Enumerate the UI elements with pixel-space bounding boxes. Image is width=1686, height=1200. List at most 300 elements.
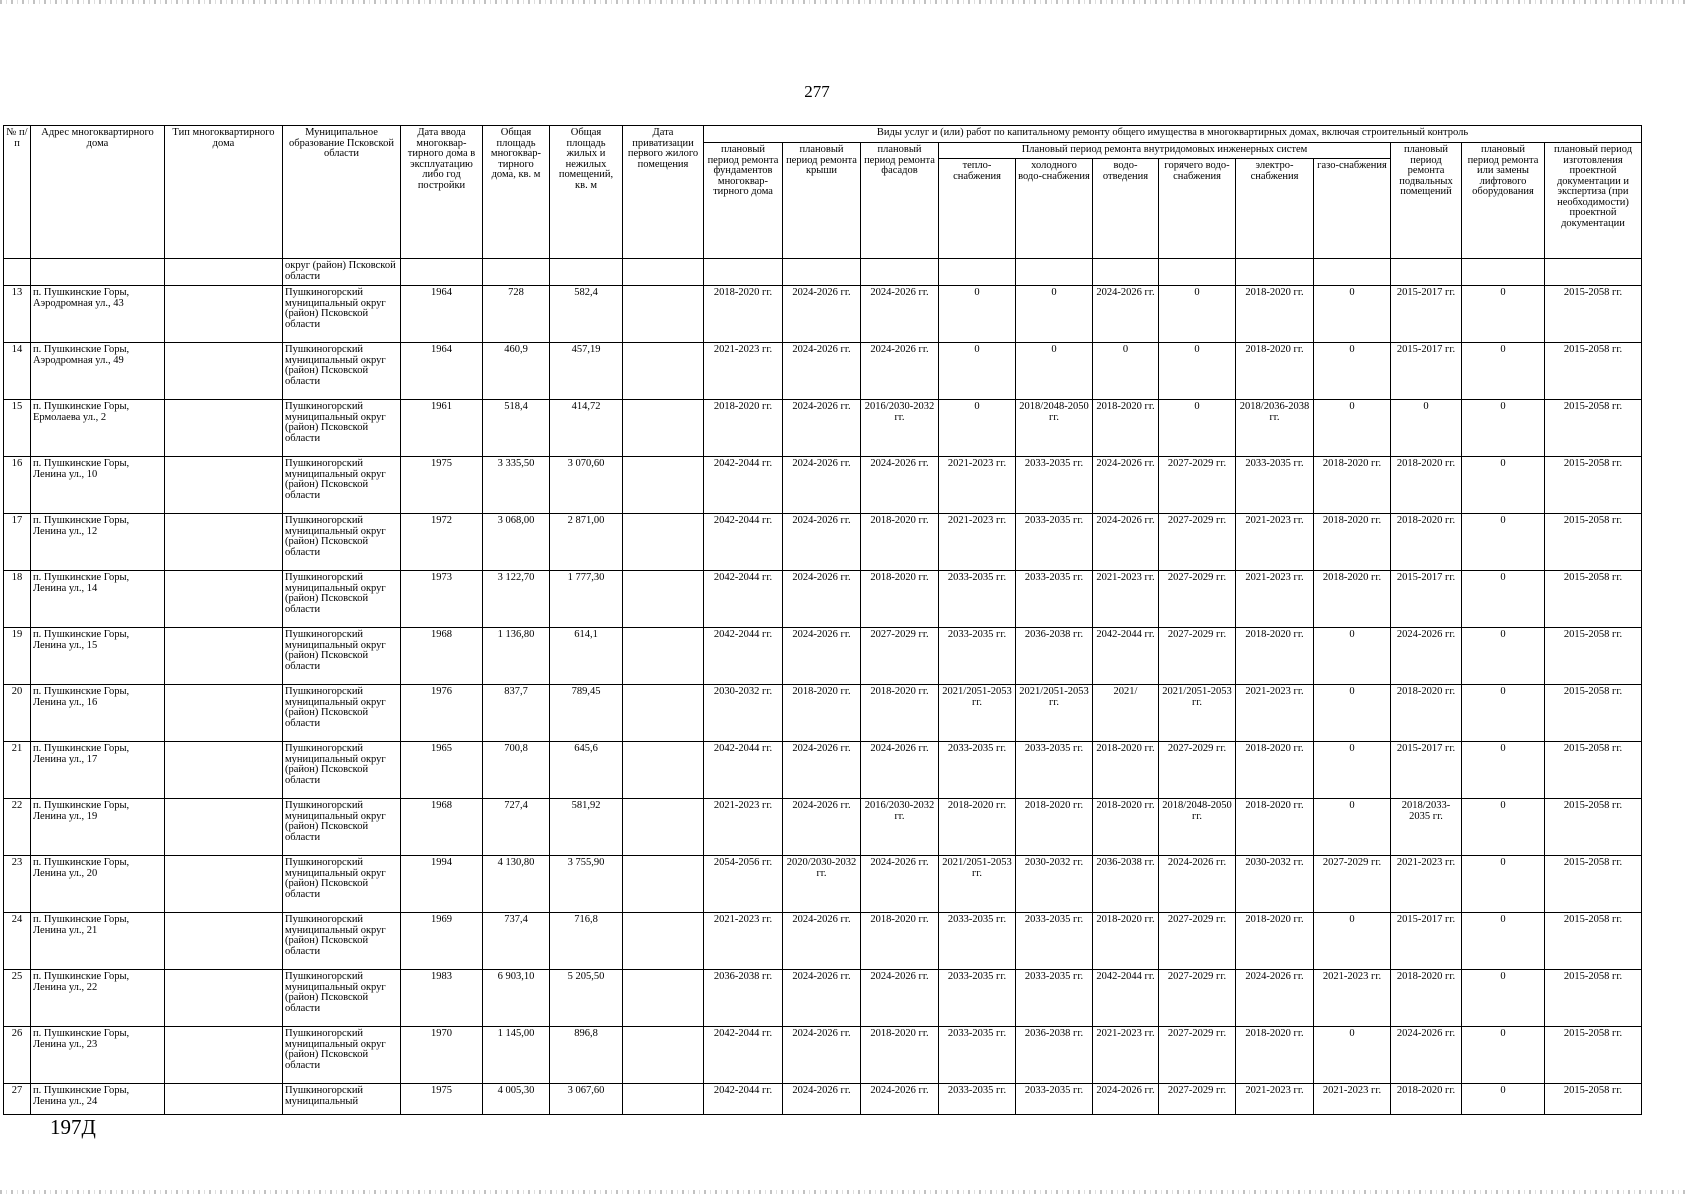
cell-house-type [165, 799, 283, 856]
cell-electricity: 2018-2020 гг. [1236, 913, 1314, 970]
cell-basement: 2018-2020 гг. [1391, 970, 1462, 1027]
cell-hot-water: 0 [1159, 400, 1236, 457]
cell-municipality: Пушкиногорский муниципальный округ (район) Псковской области [283, 856, 401, 913]
cell-gas: 0 [1314, 799, 1391, 856]
cell-design-docs: 2015-2058 гг. [1545, 685, 1642, 742]
cell-address: п. Пушкинские Горы, Ленина ул., 17 [31, 742, 165, 799]
cell-cold-water: 2033-2035 гг. [1016, 457, 1093, 514]
cell-roof: 2024-2026 гг. [783, 514, 861, 571]
cell-commission-year: 1976 [401, 685, 483, 742]
cell-heating: 0 [939, 400, 1016, 457]
cell-house-type [165, 514, 283, 571]
header-facade: плановый период ремонта фасадов [861, 143, 939, 259]
cell-hot-water: 2027-2029 гг. [1159, 514, 1236, 571]
cell-municipality: Пушкиногорский муниципальный округ (район) Псковской области [283, 400, 401, 457]
cell-facade: 2018-2020 гг. [861, 913, 939, 970]
cell-gas: 2021-2023 гг. [1314, 1084, 1391, 1115]
cell-electricity: 2024-2026 гг. [1236, 970, 1314, 1027]
document-code: 197Д [50, 1115, 96, 1139]
cell-municipality: Пушкиногорский муниципальный [283, 1084, 401, 1115]
cell-elevator: 0 [1462, 742, 1545, 799]
cell-basement: 2018-2020 гг. [1391, 514, 1462, 571]
cell-electricity: 2018/2036-2038 гг. [1236, 400, 1314, 457]
cell-elevator: 0 [1462, 514, 1545, 571]
header-systems-group: Плановый период ремонта внутридомовых инженерных систем [939, 143, 1391, 159]
cell-roof: 2024-2026 гг. [783, 1027, 861, 1084]
cell-privatization-date [623, 742, 704, 799]
cell-house-type [165, 685, 283, 742]
cell-heating: 2021-2023 гг. [939, 514, 1016, 571]
cell-basement: 2015-2017 гг. [1391, 742, 1462, 799]
cell-residential-area: 3 070,60 [550, 457, 623, 514]
cell-total-area: 837,7 [483, 685, 550, 742]
cell-heating: 2021/2051-2053 гг. [939, 856, 1016, 913]
cell-municipality: Пушкиногорский муниципальный округ (район) Псковской области [283, 742, 401, 799]
cell-address: п. Пушкинские Горы, Ленина ул., 21 [31, 913, 165, 970]
cell-municipality: Пушкиногорский муниципальный округ (район) Псковской области [283, 514, 401, 571]
cell-sewerage: 2024-2026 гг. [1093, 1084, 1159, 1115]
table-row-continued [4, 259, 1642, 286]
cell-roof: 2024-2026 гг. [783, 799, 861, 856]
cell-basement: 2018-2020 гг. [1391, 1084, 1462, 1115]
cell-design-docs: 2015-2058 гг. [1545, 799, 1642, 856]
header-electricity: электро-снабжения [1236, 159, 1314, 259]
cell-house-type [165, 913, 283, 970]
cell-heating: 2021/2051-2053 гг. [939, 685, 1016, 742]
cell-elevator: 0 [1462, 685, 1545, 742]
cell-total-area: 727,4 [483, 799, 550, 856]
cell-municipality: Пушкиногорский муниципальный округ (район) Псковской области [283, 970, 401, 1027]
cell-foundation: 2042-2044 гг. [704, 457, 783, 514]
cell-house-type [165, 400, 283, 457]
cell-basement: 2018-2020 гг. [1391, 685, 1462, 742]
cell-house-type [165, 1027, 283, 1084]
cell-sewerage: 2024-2026 гг. [1093, 286, 1159, 343]
cell-num: 24 [4, 913, 31, 970]
cell-commission-year: 1994 [401, 856, 483, 913]
cell-address: п. Пушкинские Горы, Ленина ул., 23 [31, 1027, 165, 1084]
cell-address: п. Пушкинские Горы, Ленина ул., 15 [31, 628, 165, 685]
cell-total-area: 518,4 [483, 400, 550, 457]
cell-heating: 2033-2035 гг. [939, 742, 1016, 799]
cell-heating: 2033-2035 гг. [939, 970, 1016, 1027]
cell-num: 22 [4, 799, 31, 856]
cell-facade: 2024-2026 гг. [861, 286, 939, 343]
cell-roof: 2018-2020 гг. [783, 685, 861, 742]
cell-gas: 0 [1314, 742, 1391, 799]
cell-foundation: 2042-2044 гг. [704, 1027, 783, 1084]
cell-roof: 2024-2026 гг. [783, 913, 861, 970]
cell-address: п. Пушкинские Горы, Ленина ул., 19 [31, 799, 165, 856]
cell-heating: 0 [939, 343, 1016, 400]
cell-commission-year: 1975 [401, 457, 483, 514]
cell-total-area: 737,4 [483, 913, 550, 970]
cell-residential-area: 3 755,90 [550, 856, 623, 913]
cell-num: 23 [4, 856, 31, 913]
cell-elevator: 0 [1462, 286, 1545, 343]
cell-privatization-date [623, 571, 704, 628]
cell-residential-area: 1 777,30 [550, 571, 623, 628]
cell-basement: 2024-2026 гг. [1391, 1027, 1462, 1084]
cell-sewerage: 2021/ [1093, 685, 1159, 742]
header-basement: плановый период ремонта подвальных помещений [1391, 143, 1462, 259]
capital-repair-table [3, 125, 1642, 1115]
cell-foundation: 2021-2023 гг. [704, 343, 783, 400]
cell-elevator: 0 [1462, 799, 1545, 856]
cell-elevator: 0 [1462, 970, 1545, 1027]
cell-residential-area: 3 067,60 [550, 1084, 623, 1115]
cell-num: 16 [4, 457, 31, 514]
cell-elevator: 0 [1462, 400, 1545, 457]
cell-roof: 2024-2026 гг. [783, 742, 861, 799]
cell-address: п. Пушкинские Горы, Ленина ул., 24 [31, 1084, 165, 1115]
cell-municipality: округ (район) Псковской области [283, 259, 401, 286]
cell-num: 25 [4, 970, 31, 1027]
cell-residential-area: 457,19 [550, 343, 623, 400]
cell-privatization-date [623, 970, 704, 1027]
header-elevator: плановый период ремонта или замены лифтового оборудования [1462, 143, 1545, 259]
cell-cold-water: 2036-2038 гг. [1016, 628, 1093, 685]
cell-commission-year: 1964 [401, 343, 483, 400]
cell-house-type [165, 1084, 283, 1115]
table-row [4, 457, 1642, 514]
cell-num: 17 [4, 514, 31, 571]
cell-cold-water: 2033-2035 гг. [1016, 571, 1093, 628]
cell-heating: 2021-2023 гг. [939, 457, 1016, 514]
header-total-area: Общая площадь многоквар-тирного дома, кв. м [483, 126, 550, 259]
header-num: № п/п [4, 126, 31, 259]
header-sewerage: водо-отведения [1093, 159, 1159, 259]
cell-hot-water: 2027-2029 гг. [1159, 457, 1236, 514]
cell-foundation: 2042-2044 гг. [704, 742, 783, 799]
header-works-group: Виды услуг и (или) работ по капитальному ремонту общего имущества в многоквартирных домах, включая строительный контроль [704, 126, 1642, 143]
cell-gas: 0 [1314, 1027, 1391, 1084]
cell-facade: 2024-2026 гг. [861, 343, 939, 400]
cell-total-area: 460,9 [483, 343, 550, 400]
cell-facade: 2018-2020 гг. [861, 514, 939, 571]
cell-total-area: 4 130,80 [483, 856, 550, 913]
cell-cold-water: 0 [1016, 343, 1093, 400]
cell-commission-year: 1968 [401, 799, 483, 856]
cell-privatization-date [623, 1084, 704, 1115]
cell-municipality: Пушкиногорский муниципальный округ (район) Псковской области [283, 343, 401, 400]
cell-facade: 2018-2020 гг. [861, 1027, 939, 1084]
cell-commission-year: 1983 [401, 970, 483, 1027]
cell-house-type [165, 343, 283, 400]
cell-hot-water: 2027-2029 гг. [1159, 913, 1236, 970]
cell-privatization-date [623, 1027, 704, 1084]
cell-num: 14 [4, 343, 31, 400]
cell-design-docs: 2015-2058 гг. [1545, 286, 1642, 343]
cell-hot-water: 2021/2051-2053 гг. [1159, 685, 1236, 742]
cell-cold-water: 2033-2035 гг. [1016, 1084, 1093, 1115]
cell-design-docs: 2015-2058 гг. [1545, 856, 1642, 913]
cell-facade: 2016/2030-2032 гг. [861, 400, 939, 457]
cell-privatization-date [623, 799, 704, 856]
cell-residential-area: 414,72 [550, 400, 623, 457]
cell-privatization-date [623, 856, 704, 913]
cell-hot-water: 2027-2029 гг. [1159, 742, 1236, 799]
scan-edge-top [0, 0, 1686, 4]
cell-num: 18 [4, 571, 31, 628]
header-design-docs: плановый период изготовления проектной документации и экспертиза (при необходимости) проектной документации [1545, 143, 1642, 259]
cell-hot-water: 2027-2029 гг. [1159, 628, 1236, 685]
cell-residential-area: 614,1 [550, 628, 623, 685]
cell-gas: 0 [1314, 685, 1391, 742]
cell-basement: 2015-2017 гг. [1391, 286, 1462, 343]
header-residential-area: Общая площадь жилых и нежилых помещений, кв. м [550, 126, 623, 259]
cell-residential-area: 582,4 [550, 286, 623, 343]
cell-municipality: Пушкиногорский муниципальный округ (район) Псковской области [283, 286, 401, 343]
cell-foundation: 2042-2044 гг. [704, 628, 783, 685]
cell-heating: 0 [939, 286, 1016, 343]
cell-address: п. Пушкинские Горы, Ленина ул., 16 [31, 685, 165, 742]
header-roof: плановый период ремонта крыши [783, 143, 861, 259]
cell-gas: 2027-2029 гг. [1314, 856, 1391, 913]
cell-sewerage: 2024-2026 гг. [1093, 514, 1159, 571]
cell-basement: 2021-2023 гг. [1391, 856, 1462, 913]
cell-hot-water: 2027-2029 гг. [1159, 571, 1236, 628]
cell-design-docs: 2015-2058 гг. [1545, 913, 1642, 970]
cell-facade: 2016/2030-2032 гг. [861, 799, 939, 856]
cell-privatization-date [623, 400, 704, 457]
cell-heating: 2033-2035 гг. [939, 913, 1016, 970]
cell-foundation: 2021-2023 гг. [704, 799, 783, 856]
cell-commission-year: 1975 [401, 1084, 483, 1115]
cell-total-area: 700,8 [483, 742, 550, 799]
header-gas: газо-снабжения [1314, 159, 1391, 259]
cell-basement: 2015-2017 гг. [1391, 343, 1462, 400]
cell-facade: 2024-2026 гг. [861, 1084, 939, 1115]
cell-address: п. Пушкинские Горы, Ленина ул., 10 [31, 457, 165, 514]
cell-privatization-date [623, 343, 704, 400]
cell-num: 27 [4, 1084, 31, 1115]
cell-electricity: 2018-2020 гг. [1236, 799, 1314, 856]
cell-heating: 2033-2035 гг. [939, 571, 1016, 628]
cell-facade: 2024-2026 гг. [861, 742, 939, 799]
cell-design-docs: 2015-2058 гг. [1545, 742, 1642, 799]
cell-hot-water: 2018/2048-2050 гг. [1159, 799, 1236, 856]
cell-heating: 2033-2035 гг. [939, 1027, 1016, 1084]
cell-total-area: 3 068,00 [483, 514, 550, 571]
cell-house-type [165, 571, 283, 628]
cell-cold-water: 2018/2048-2050 гг. [1016, 400, 1093, 457]
table-row [4, 799, 1642, 856]
cell-cold-water: 2033-2035 гг. [1016, 742, 1093, 799]
cell-facade: 2018-2020 гг. [861, 571, 939, 628]
cell-gas: 0 [1314, 343, 1391, 400]
cell-commission-year: 1965 [401, 742, 483, 799]
cell-electricity: 2018-2020 гг. [1236, 343, 1314, 400]
cell-cold-water: 2033-2035 гг. [1016, 970, 1093, 1027]
cell-residential-area: 2 871,00 [550, 514, 623, 571]
cell-electricity: 2030-2032 гг. [1236, 856, 1314, 913]
cell-roof: 2024-2026 гг. [783, 1084, 861, 1115]
cell-address: п. Пушкинские Горы, Ленина ул., 22 [31, 970, 165, 1027]
cell-electricity: 2018-2020 гг. [1236, 286, 1314, 343]
cell-cold-water: 2033-2035 гг. [1016, 913, 1093, 970]
cell-house-type [165, 457, 283, 514]
cell-elevator: 0 [1462, 856, 1545, 913]
page-number: 277 [804, 82, 830, 101]
cell-elevator: 0 [1462, 457, 1545, 514]
cell-sewerage: 2018-2020 гг. [1093, 400, 1159, 457]
cell-residential-area: 581,92 [550, 799, 623, 856]
cell-elevator: 0 [1462, 913, 1545, 970]
cell-design-docs: 2015-2058 гг. [1545, 1084, 1642, 1115]
cell-sewerage: 2018-2020 гг. [1093, 913, 1159, 970]
cell-foundation: 2030-2032 гг. [704, 685, 783, 742]
cell-commission-year: 1970 [401, 1027, 483, 1084]
cell-municipality: Пушкиногорский муниципальный округ (район) Псковской области [283, 1027, 401, 1084]
cell-commission-year: 1968 [401, 628, 483, 685]
cell-total-area: 728 [483, 286, 550, 343]
cell-roof: 2020/2030-2032 гг. [783, 856, 861, 913]
cell-sewerage: 2042-2044 гг. [1093, 970, 1159, 1027]
cell-design-docs: 2015-2058 гг. [1545, 343, 1642, 400]
header-house-type: Тип многоквартирного дома [165, 126, 283, 259]
cell-hot-water: 2027-2029 гг. [1159, 1027, 1236, 1084]
cell-foundation: 2054-2056 гг. [704, 856, 783, 913]
cell-design-docs: 2015-2058 гг. [1545, 457, 1642, 514]
cell-hot-water: 2024-2026 гг. [1159, 856, 1236, 913]
cell-cold-water: 2033-2035 гг. [1016, 514, 1093, 571]
table-row [4, 628, 1642, 685]
cell-basement: 2015-2017 гг. [1391, 913, 1462, 970]
cell-gas: 0 [1314, 286, 1391, 343]
cell-roof: 2024-2026 гг. [783, 400, 861, 457]
cell-electricity: 2021-2023 гг. [1236, 514, 1314, 571]
cell-foundation: 2036-2038 гг. [704, 970, 783, 1027]
cell-gas: 2018-2020 гг. [1314, 514, 1391, 571]
cell-residential-area: 789,45 [550, 685, 623, 742]
cell-total-area: 6 903,10 [483, 970, 550, 1027]
cell-electricity: 2021-2023 гг. [1236, 1084, 1314, 1115]
cell-design-docs: 2015-2058 гг. [1545, 628, 1642, 685]
table-row [4, 913, 1642, 970]
cell-foundation: 2042-2044 гг. [704, 571, 783, 628]
cell-foundation: 2042-2044 гг. [704, 1084, 783, 1115]
cell-privatization-date [623, 913, 704, 970]
cell-elevator: 0 [1462, 1084, 1545, 1115]
cell-privatization-date [623, 514, 704, 571]
cell-facade: 2024-2026 гг. [861, 970, 939, 1027]
cell-gas: 0 [1314, 913, 1391, 970]
cell-municipality: Пушкиногорский муниципальный округ (район) Псковской области [283, 628, 401, 685]
cell-num: 19 [4, 628, 31, 685]
header-address: Адрес многоквартирного дома [31, 126, 165, 259]
cell-sewerage: 2021-2023 гг. [1093, 1027, 1159, 1084]
cell-elevator: 0 [1462, 343, 1545, 400]
cell-sewerage: 2036-2038 гг. [1093, 856, 1159, 913]
cell-foundation: 2042-2044 гг. [704, 514, 783, 571]
cell-heating: 2018-2020 гг. [939, 799, 1016, 856]
cell-gas: 2018-2020 гг. [1314, 457, 1391, 514]
header-heating: тепло-снабжения [939, 159, 1016, 259]
cell-total-area: 1 145,00 [483, 1027, 550, 1084]
cell-commission-year: 1973 [401, 571, 483, 628]
cell-gas: 2021-2023 гг. [1314, 970, 1391, 1027]
cell-hot-water: 0 [1159, 286, 1236, 343]
cell-hot-water: 0 [1159, 343, 1236, 400]
cell-house-type [165, 970, 283, 1027]
header-privatization-date: Дата приватизации первого жилого помещения [623, 126, 704, 259]
cell-design-docs: 2015-2058 гг. [1545, 1027, 1642, 1084]
cell-roof: 2024-2026 гг. [783, 457, 861, 514]
cell-total-area: 4 005,30 [483, 1084, 550, 1115]
cell-address: п. Пушкинские Горы, Ленина ул., 12 [31, 514, 165, 571]
table-row [4, 400, 1642, 457]
cell-basement: 2018-2020 гг. [1391, 457, 1462, 514]
cell-address: п. Пушкинские Горы, Аэродромная ул., 49 [31, 343, 165, 400]
cell-municipality: Пушкиногорский муниципальный округ (район) Псковской области [283, 913, 401, 970]
cell-foundation: 2018-2020 гг. [704, 400, 783, 457]
cell-commission-year: 1961 [401, 400, 483, 457]
cell-facade: 2027-2029 гг. [861, 628, 939, 685]
cell-gas: 2018-2020 гг. [1314, 571, 1391, 628]
cell-house-type [165, 628, 283, 685]
header-commission-date: Дата ввода многоквар-тирного дома в эксплуатацию либо год постройки [401, 126, 483, 259]
cell-municipality: Пушкиногорский муниципальный округ (район) Псковской области [283, 799, 401, 856]
cell-elevator: 0 [1462, 1027, 1545, 1084]
cell-address: п. Пушкинские Горы, Аэродромная ул., 43 [31, 286, 165, 343]
cell-house-type [165, 286, 283, 343]
cell-sewerage: 2042-2044 гг. [1093, 628, 1159, 685]
cell-elevator: 0 [1462, 628, 1545, 685]
table-row [4, 742, 1642, 799]
cell-heating: 2033-2035 гг. [939, 1084, 1016, 1115]
table-row [4, 856, 1642, 913]
scan-edge-bottom [0, 1190, 1686, 1194]
cell-elevator: 0 [1462, 571, 1545, 628]
header-municipality: Муниципальное образование Псковской области [283, 126, 401, 259]
cell-roof: 2024-2026 гг. [783, 286, 861, 343]
cell-privatization-date [623, 685, 704, 742]
table-row [4, 286, 1642, 343]
cell-residential-area: 645,6 [550, 742, 623, 799]
cell-commission-year: 1964 [401, 286, 483, 343]
cell-basement: 0 [1391, 400, 1462, 457]
cell-num: 26 [4, 1027, 31, 1084]
table-row [4, 514, 1642, 571]
cell-municipality: Пушкиногорский муниципальный округ (район) Псковской области [283, 571, 401, 628]
header-foundation: плановый период ремонта фундаментов многоквар-тирного дома [704, 143, 783, 259]
cell-num: 20 [4, 685, 31, 742]
cell-privatization-date [623, 457, 704, 514]
cell-design-docs: 2015-2058 гг. [1545, 514, 1642, 571]
cell-residential-area: 896,8 [550, 1027, 623, 1084]
table-row [4, 571, 1642, 628]
cell-num: 13 [4, 286, 31, 343]
header-cold-water: холодного водо-снабжения [1016, 159, 1093, 259]
cell-roof: 2024-2026 гг. [783, 571, 861, 628]
cell-sewerage: 2021-2023 гг. [1093, 571, 1159, 628]
cell-foundation: 2021-2023 гг. [704, 913, 783, 970]
cell-commission-year: 1969 [401, 913, 483, 970]
cell-roof: 2024-2026 гг. [783, 970, 861, 1027]
cell-sewerage: 2018-2020 гг. [1093, 742, 1159, 799]
cell-design-docs: 2015-2058 гг. [1545, 571, 1642, 628]
table-row [4, 1027, 1642, 1084]
cell-total-area: 1 136,80 [483, 628, 550, 685]
cell-electricity: 2018-2020 гг. [1236, 628, 1314, 685]
header-hot-water: горячего водо-снабжения [1159, 159, 1236, 259]
cell-sewerage: 0 [1093, 343, 1159, 400]
cell-cold-water: 2036-2038 гг. [1016, 1027, 1093, 1084]
cell-house-type [165, 856, 283, 913]
table-row [4, 970, 1642, 1027]
cell-electricity: 2018-2020 гг. [1236, 1027, 1314, 1084]
